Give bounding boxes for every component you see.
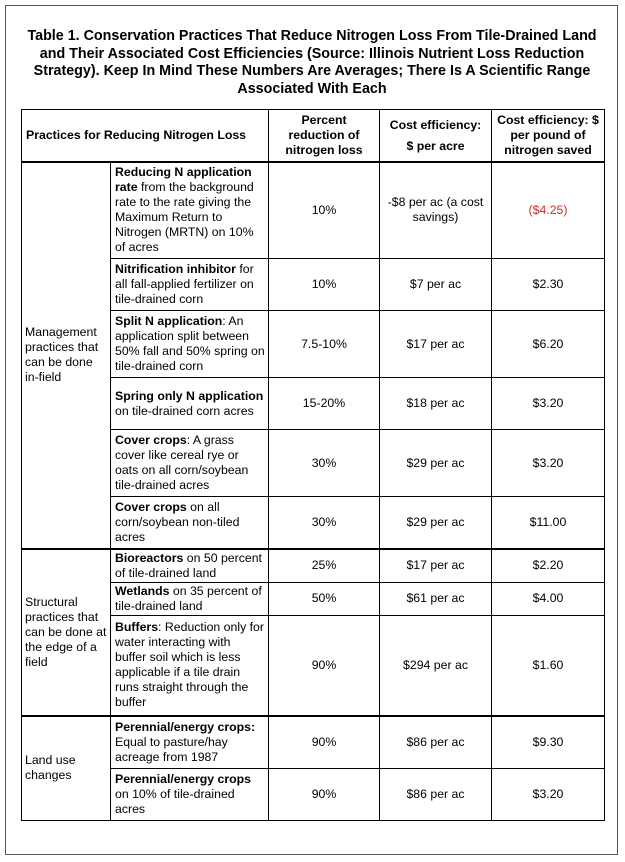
cost-per-pound-cell: $2.20 [492, 549, 605, 583]
practice-description: from the background rate to the rate giving the Maximum Return to Nitrogen (MRTN) on 10% of acres [115, 180, 254, 255]
header-cost-per-pound: Cost efficiency: $ per pound of nitrogen saved [492, 110, 605, 162]
practice-name: Nitrification inhibitor [115, 262, 236, 276]
cost-per-pound-cell: $1.60 [492, 615, 605, 716]
cost-per-acre-cell: $86 per ac [380, 768, 492, 820]
practice-description: on 10% of tile-drained acres [115, 786, 235, 816]
practice-description: on 50 percent of tile-drained land [115, 550, 262, 580]
cost-per-pound-cell: $4.00 [492, 582, 605, 615]
percent-reduction-cell: 15-20% [269, 378, 380, 430]
practice-name: Cover crops [115, 433, 187, 447]
practice-name: Perennial/energy crops: [115, 719, 256, 734]
cost-per-acre-cell: $29 per ac [380, 497, 492, 549]
percent-reduction-cell: 90% [269, 768, 380, 820]
practice-description: Equal to pasture/hay acreage from 1987 [115, 734, 228, 764]
percent-reduction-cell: 7.5-10% [269, 311, 380, 378]
practice-cell [111, 162, 269, 259]
table-row [22, 162, 605, 259]
practice-cell [111, 430, 269, 497]
table-body [22, 162, 605, 821]
table-title: Table 1. Conservation Practices That Reduce Nitrogen Loss From Tile-Drained Land and Their Associated Cost Efficiencies (Source: Illinois Nutrient Loss Reduction Strategy). Keep In Mind These Numbers Are Averages; There Is A Scientific Range Associated With Each [27, 28, 597, 97]
practice-name: Cover crops [115, 499, 187, 514]
percent-reduction-cell: 10% [269, 259, 380, 311]
cost-per-acre-cell: $61 per ac [380, 582, 492, 615]
practice-cell [111, 615, 269, 716]
practice-description: for all fall-applied fertilizer on tile-drained corn [115, 262, 254, 306]
header-cost-per-acre-title: Cost efficiency: [389, 117, 482, 132]
percent-reduction-cell: 10% [269, 162, 380, 259]
category-cell: Management practices that can be done in-field [22, 162, 111, 549]
practice-description: on 35 percent of tile-drained land [115, 583, 262, 613]
percent-reduction-cell: 25% [269, 549, 380, 583]
practice-cell [111, 768, 269, 820]
practice-name: Spring only N application [115, 388, 264, 403]
practice-description: on tile-drained corn acres [115, 403, 254, 418]
category-cell: Structural practices that can be done at the edge of a field [22, 549, 111, 717]
cost-per-acre-cell: -$8 per ac (a cost savings) [380, 162, 492, 259]
cost-per-pound-cell: $11.00 [492, 497, 605, 549]
cost-per-pound-cell: $3.20 [492, 430, 605, 497]
header-percent: Percent reduction of nitrogen loss [269, 110, 380, 162]
percent-reduction-cell: 30% [269, 430, 380, 497]
table-row [22, 716, 605, 768]
cost-per-acre-cell: $17 per ac [380, 549, 492, 583]
header-row [22, 110, 605, 162]
cost-per-pound-cell: $2.30 [492, 259, 605, 311]
cost-per-pound-cell: $3.20 [492, 768, 605, 820]
cost-per-acre-cell: $7 per ac [380, 259, 492, 311]
practice-cell [111, 716, 269, 768]
header-practices: Practices for Reducing Nitrogen Loss [22, 110, 269, 162]
practice-cell [111, 497, 269, 549]
practice-name: Reducing N application rate [115, 165, 252, 195]
practice-cell [111, 549, 269, 583]
cost-per-acre-cell: $17 per ac [380, 311, 492, 378]
cost-per-pound-cell: ($4.25) [492, 162, 605, 259]
practice-description: : An application split between 50% fall and 50% spring on tile-drained corn [115, 314, 265, 373]
percent-reduction-cell: 90% [269, 716, 380, 768]
practice-description: on all corn/soybean non-tiled acres [115, 499, 240, 544]
cost-per-acre-cell: $18 per ac [380, 378, 492, 430]
practice-name: Perennial/energy crops [115, 771, 252, 786]
nitrogen-practices-table [21, 109, 605, 821]
header-cost-per-acre-unit: $ per acre [406, 138, 465, 153]
percent-reduction-cell: 90% [269, 615, 380, 716]
practice-name: Wetlands [115, 583, 170, 598]
header-cost-per-acre [380, 110, 492, 162]
cost-per-acre-cell: $29 per ac [380, 430, 492, 497]
cost-per-acre-cell: $86 per ac [380, 716, 492, 768]
cost-per-pound-cell: $6.20 [492, 311, 605, 378]
practice-cell [111, 582, 269, 615]
cost-per-pound-cell: $9.30 [492, 716, 605, 768]
practice-name: Bioreactors [115, 550, 184, 565]
cost-per-pound-cell: $3.20 [492, 378, 605, 430]
practice-cell [111, 259, 269, 311]
practice-name: Buffers [115, 620, 159, 635]
category-cell: Land use changes [22, 716, 111, 820]
practice-name: Split N application [115, 314, 223, 328]
practice-description: : A grass cover like cereal rye or oats on all corn/soybean tile-drained acres [115, 433, 249, 492]
percent-reduction-cell: 30% [269, 497, 380, 549]
table-row [22, 549, 605, 583]
practice-cell [111, 311, 269, 378]
percent-reduction-cell: 50% [269, 582, 380, 615]
practice-description: : Reduction only for water interacting with buffer soil which is less applicable if a tile drain runs straight through the buffer [115, 620, 264, 710]
cost-per-acre-cell: $294 per ac [380, 615, 492, 716]
practice-cell [111, 378, 269, 430]
